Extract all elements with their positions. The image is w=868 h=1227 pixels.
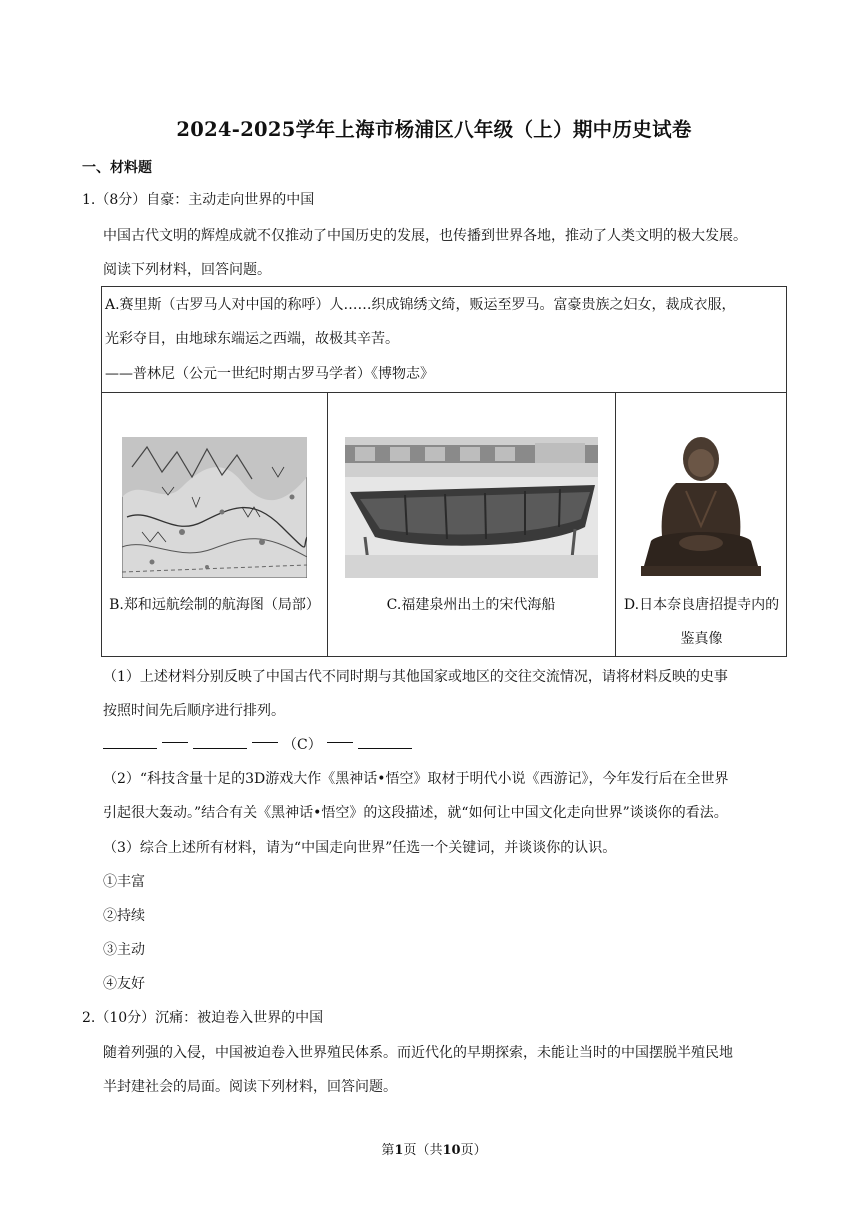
sub-question-1-line2: 按照时间先后顺序进行排列。 [103,703,285,719]
caption-d-line2: 鉴真像 [680,631,723,647]
zheng-he-navigation-map-image [122,437,307,578]
total-page-count: 10 [442,1143,461,1158]
jianzhen-statue-image [636,431,766,581]
sub-question-3: （3）综合上述所有材料，请为“中国走向世界”任选一个关键词，并谈谈你的认识。 [103,840,617,856]
table-divider [327,393,328,656]
material-a-line1: A.赛里斯（古罗马人对中国的称呼）人……织成锦绣文绮，贩运至罗马。富豪贵族之妇女，裁成衣服， [105,297,736,313]
question-2-header: 2.（10分）沉痛：被迫卷入世界的中国 [82,1010,324,1026]
question-2-line1: 随着列强的入侵，中国被迫卷入世界殖民体系。而近代化的早期探索，未能让当时的中国摆脱半殖民地 [103,1045,733,1061]
footer-middle: 页（共 [403,1143,443,1158]
caption-b: B.郑和远航绘制的航海图（局部） [109,597,320,613]
sub-question-1-line1: （1）上述材料分别反映了中国古代不同时期与其他国家或地区的交往交流情况，请将材料反映的史事 [103,669,728,685]
song-dynasty-ship-image [345,437,598,578]
caption-d-line1: D.日本奈良唐招提寺内的 [623,597,780,613]
sub-question-2-line1: （2）“科技含量十足的3D游戏大作《黑神话•悟空》取材于明代小说《西游记》，今年发行后在全世界 [103,771,729,787]
question-1-intro-line1: 中国古代文明的辉煌成就不仅推动了中国历史的发展，也传播到世界各地，推动了人类文明的极大发展。 [103,228,747,244]
option-item: ①丰富 [103,874,145,890]
material-table [101,286,787,657]
footer-prefix: 第 [381,1143,395,1158]
caption-c: C.福建泉州出土的宋代海船 [386,597,556,613]
answer-blank-3[interactable] [358,734,412,749]
answer-blank-1[interactable] [103,734,157,749]
material-a-cell [102,287,786,393]
dash [252,742,278,743]
option-item: ④友好 [103,976,145,992]
sub-question-2-line2: 引起很大轰动。”结合有关《黑神话•悟空》的这段描述，就“如何让中国文化走向世界”谈谈你的看法。 [103,805,728,821]
option-item: ②持续 [103,908,145,924]
answer-blank-2[interactable] [193,734,247,749]
exam-title: 2024-2025学年上海市杨浦区八年级（上）期中历史试卷 [176,118,692,141]
question-1-header: 1.（8分）自豪：主动走向世界的中国 [82,192,315,208]
answer-fixed-c: （C） [283,737,322,753]
dash [327,742,353,743]
option-item: ③主动 [103,942,145,958]
dash [162,742,188,743]
page-footer [0,1139,868,1158]
material-a-line2: 光彩夺目，由地球东端运之西端，故极其辛苦。 [105,331,399,347]
section-heading: 一、材料题 [82,160,152,176]
question-1-intro-line2: 阅读下列材料，回答问题。 [103,262,271,278]
table-divider [615,393,616,656]
answer-sequence-row [103,734,412,755]
question-2-line2: 半封建社会的局面。阅读下列材料，回答问题。 [103,1079,397,1095]
footer-suffix: 页） [460,1143,487,1158]
material-a-source: ——普林尼（公元一世纪时期古罗马学者）《博物志》 [105,366,434,382]
current-page-number: 1 [394,1143,404,1158]
